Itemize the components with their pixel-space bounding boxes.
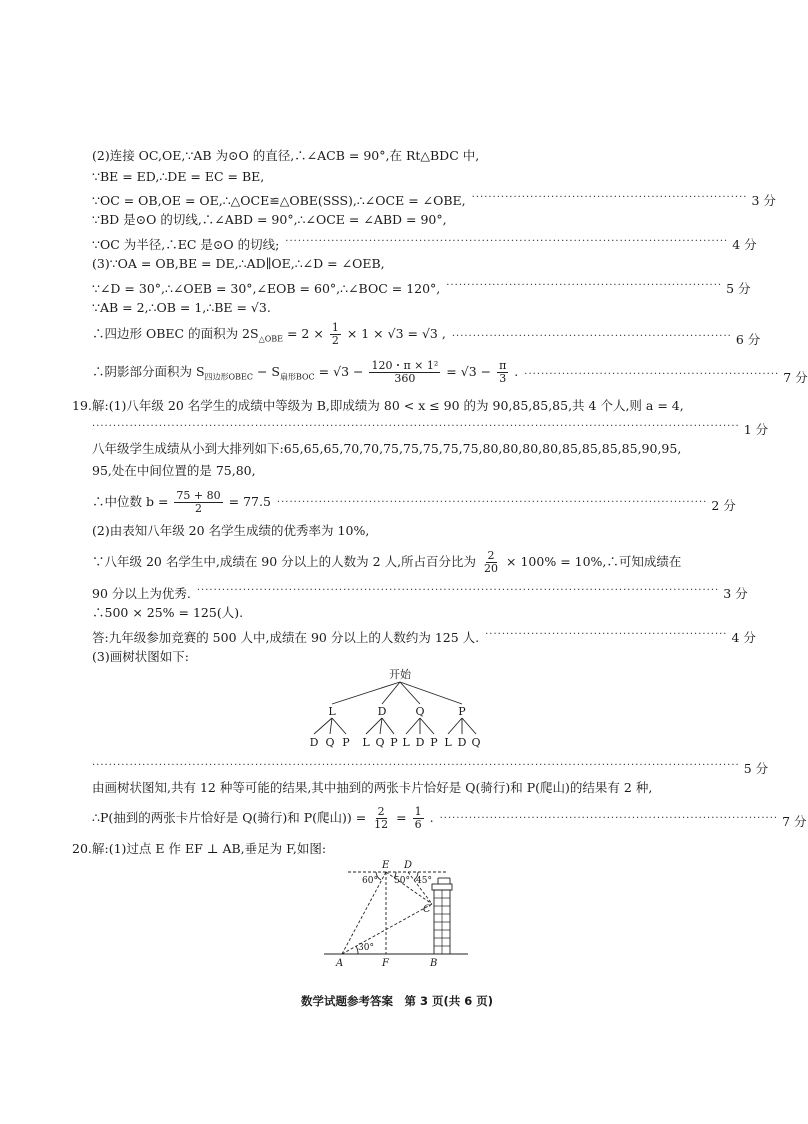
- fraction: [497, 360, 508, 385]
- numerator: 120・π × 1²: [371, 359, 439, 372]
- line-text: ∵BE = ED,∴DE = EC = BE,: [92, 169, 265, 184]
- denominator: 20: [484, 562, 499, 575]
- leader-dots: ·······································································································: [276, 497, 708, 508]
- point-label-a: A: [336, 958, 344, 969]
- angle-label: 30°: [358, 943, 374, 953]
- denominator: 12: [374, 818, 389, 831]
- leader-dots: ··········································································································: [285, 236, 729, 247]
- formula-sub: 四边形OBEC: [204, 372, 253, 382]
- geometry-figure: [318, 858, 478, 970]
- text-line: [92, 840, 719, 858]
- text-line: [92, 582, 748, 603]
- leader-dots: ··································································: [446, 280, 723, 291]
- text-line: [92, 462, 719, 480]
- line-text: 八年级学生成绩从小到大排列如下:65,65,65,70,70,75,75,75,75,75,80,80,80,80,85,85,85,85,90,95,: [92, 441, 682, 456]
- text-line: [92, 440, 719, 458]
- question-number: 19.: [72, 398, 92, 413]
- fraction: [482, 550, 500, 575]
- formula-part: .: [429, 810, 434, 825]
- leader-dots: ··························································: [485, 629, 728, 640]
- formula-part: = √3 −: [446, 364, 492, 379]
- fraction: [330, 322, 341, 347]
- fraction: [413, 806, 424, 831]
- tree-leaf: Q: [375, 736, 385, 749]
- tree-leaf: L: [402, 736, 410, 749]
- line-text: 由画树状图知,共有 12 种等可能的结果,其中抽到的两张卡片恰好是 Q(骑行)和 P(爬山)的结果有 2 种,: [92, 780, 653, 795]
- line-text: ∵OC = OB,OE = OE,∴△OCE≌△OBE(SSS),∴∠OCE = ∠OBE,: [92, 193, 466, 208]
- formula-sub: 扇形BOC: [279, 372, 315, 382]
- numerator: 1: [331, 321, 339, 334]
- line-text: (2)由表知八年级 20 名学生成绩的优秀率为 10%,: [92, 523, 370, 538]
- formula-part: ∴阴影部分面积为 S: [92, 364, 205, 379]
- fraction: [174, 490, 222, 515]
- numerator: 2: [487, 549, 495, 562]
- text-line: [92, 299, 719, 317]
- text-line: [92, 489, 736, 515]
- leader-dots: ·····························································: [524, 368, 780, 380]
- leader-dots: ··································································: [471, 192, 748, 203]
- numerator: 75 + 80: [176, 489, 221, 502]
- line-text: (2)连接 OC,OE,∵AB 为⊙O 的直径,∴∠ACB = 90°,在 Rt△BDC 中,: [92, 148, 480, 163]
- tree-leaf: L: [444, 736, 452, 749]
- tree-leaf: P: [390, 736, 398, 749]
- line-text: 解:(1)八年级 20 名学生的成绩中等级为 B,即成绩为 80 < x ≤ 90 的为 90,85,85,85,共 4 个人,则 a = 4,: [92, 398, 684, 413]
- angle-label: 45°: [416, 876, 432, 886]
- score-label: 5 分: [743, 761, 769, 776]
- tree-node-l1: Q: [415, 705, 425, 718]
- formula-part: − S: [256, 364, 280, 379]
- text-line: [92, 805, 807, 831]
- text-line: [92, 255, 719, 273]
- formula-part: × 100% = 10%,∴可知成绩在: [506, 554, 682, 569]
- tree-leaf: P: [430, 736, 438, 749]
- question-number: 20.: [72, 841, 92, 856]
- text-line: [92, 277, 751, 298]
- text-line: [92, 397, 719, 415]
- formula-part: ∵八年级 20 名学生中,成绩在 90 分以上的人数为 2 人,所占百分比为: [92, 554, 477, 569]
- numerator: 2: [377, 805, 385, 818]
- score-label: 7 分: [783, 369, 808, 385]
- area-formula: [92, 322, 446, 349]
- text-line: [92, 168, 719, 186]
- denominator: 360: [394, 372, 416, 385]
- line-text: 解:(1)过点 E 作 EF ⊥ AB,垂足为 F,如图:: [92, 841, 327, 856]
- score-label: 3 分: [723, 586, 748, 601]
- point-label-c: C: [423, 904, 431, 915]
- score-label: 5 分: [726, 281, 751, 296]
- line-text: 答:九年级参加竞赛的 500 人中,成绩在 90 分以上的人数约为 125 人.: [92, 630, 480, 645]
- tree-node-l1: L: [328, 705, 336, 718]
- point-label-d: D: [404, 860, 413, 871]
- text-line: [92, 550, 719, 575]
- text-line: [92, 211, 719, 229]
- tree-leaf: D: [309, 736, 319, 749]
- text-line: [92, 189, 776, 210]
- line-text: ∵∠D = 30°,∴∠OEB = 30°,∠EOB = 60°,∴∠BOC = 120°,: [92, 281, 441, 296]
- leader-dots: ·················································································: [439, 813, 779, 824]
- tree-node-l1: D: [377, 705, 387, 718]
- text-line: [92, 522, 719, 540]
- formula-part: =: [396, 810, 407, 825]
- point-label-b: B: [430, 958, 438, 969]
- tree-leaf: Q: [325, 736, 335, 749]
- formula-part: = 77.5: [228, 494, 271, 509]
- shaded-area-formula: [92, 360, 518, 387]
- formula-sub: △OBE: [258, 334, 283, 344]
- angle-label: 50°: [394, 876, 410, 886]
- tree-leaf: Q: [471, 736, 481, 749]
- text-line: [92, 359, 808, 387]
- line-text: (3)∵OA = OB,BE = DE,∴AD∥OE,∴∠D = ∠OEB,: [92, 256, 385, 271]
- angle-label: 60°: [362, 876, 378, 886]
- formula-part: ∴中位数 b =: [92, 494, 169, 509]
- tree-root: 开始: [389, 668, 411, 681]
- text-line: [92, 757, 769, 778]
- score-label: 2 分: [711, 498, 736, 513]
- point-label-f: F: [382, 958, 389, 969]
- denominator: 6: [414, 818, 422, 831]
- leader-dots: ···························································································································································: [92, 760, 740, 771]
- median-formula: [92, 490, 271, 515]
- formula-part: = 2 ×: [286, 326, 324, 341]
- score-label: 4 分: [731, 630, 756, 645]
- point-label-e: E: [382, 860, 390, 871]
- leader-dots: ···································································: [451, 330, 732, 342]
- fraction: [372, 806, 390, 831]
- text-line: [92, 418, 769, 439]
- leader-dots: ···························································································································································: [92, 421, 740, 432]
- line-text: 95,处在中间位置的是 75,80,: [92, 463, 256, 478]
- tree-leaf: L: [362, 736, 370, 749]
- denominator: 2: [195, 502, 203, 515]
- text-line: [92, 233, 757, 254]
- line-text: ∵BD 是⊙O 的切线,∴∠ABD = 90°,∴∠OCE = ∠ABD = 90°,: [92, 212, 447, 227]
- tree-leaf: P: [342, 736, 350, 749]
- denominator: 2: [331, 334, 339, 347]
- text-line: [92, 147, 719, 165]
- tree-leaf: D: [415, 736, 425, 749]
- line-text: (3)画树状图如下:: [92, 649, 189, 664]
- text-line: [92, 626, 756, 647]
- leader-dots: ·····························································································································: [196, 585, 720, 596]
- text-line: [92, 648, 719, 666]
- formula-part: = √3 −: [318, 364, 364, 379]
- page-footer: 数学试题参考答案 第 3 页(共 6 页): [300, 994, 494, 1008]
- tree-leaf: D: [457, 736, 467, 749]
- numerator: 1: [414, 805, 422, 818]
- score-label: 1 分: [743, 422, 769, 437]
- formula-part: ∴P(抽到的两张卡片恰好是 Q(骑行)和 P(爬山)) =: [92, 810, 367, 825]
- formula-part: × 1 × √3 = √3 ,: [346, 326, 446, 341]
- line-text: 90 分以上为优秀.: [92, 586, 191, 601]
- numerator: π: [499, 359, 507, 372]
- line-text: ∴500 × 25% = 125(人).: [92, 605, 244, 620]
- formula-part: .: [514, 364, 519, 379]
- text-line: [92, 321, 761, 349]
- probability-formula: [92, 806, 434, 831]
- tree-node-l1: P: [458, 705, 466, 718]
- score-label: 4 分: [732, 237, 757, 252]
- denominator: 3: [499, 372, 507, 385]
- score-label: 7 分: [782, 814, 807, 829]
- tree-diagram: [300, 666, 500, 754]
- score-label: 3 分: [751, 193, 776, 208]
- line-text: ∵OC 为半径,∴EC 是⊙O 的切线;: [92, 237, 280, 252]
- fraction: [369, 360, 440, 385]
- text-line: [92, 604, 719, 622]
- line-text: ∵AB = 2,∴OB = 1,∴BE = √3.: [92, 300, 271, 315]
- text-line: [92, 779, 719, 797]
- formula-part: ∴四边形 OBEC 的面积为 2S: [92, 326, 259, 341]
- score-label: 6 分: [735, 331, 761, 347]
